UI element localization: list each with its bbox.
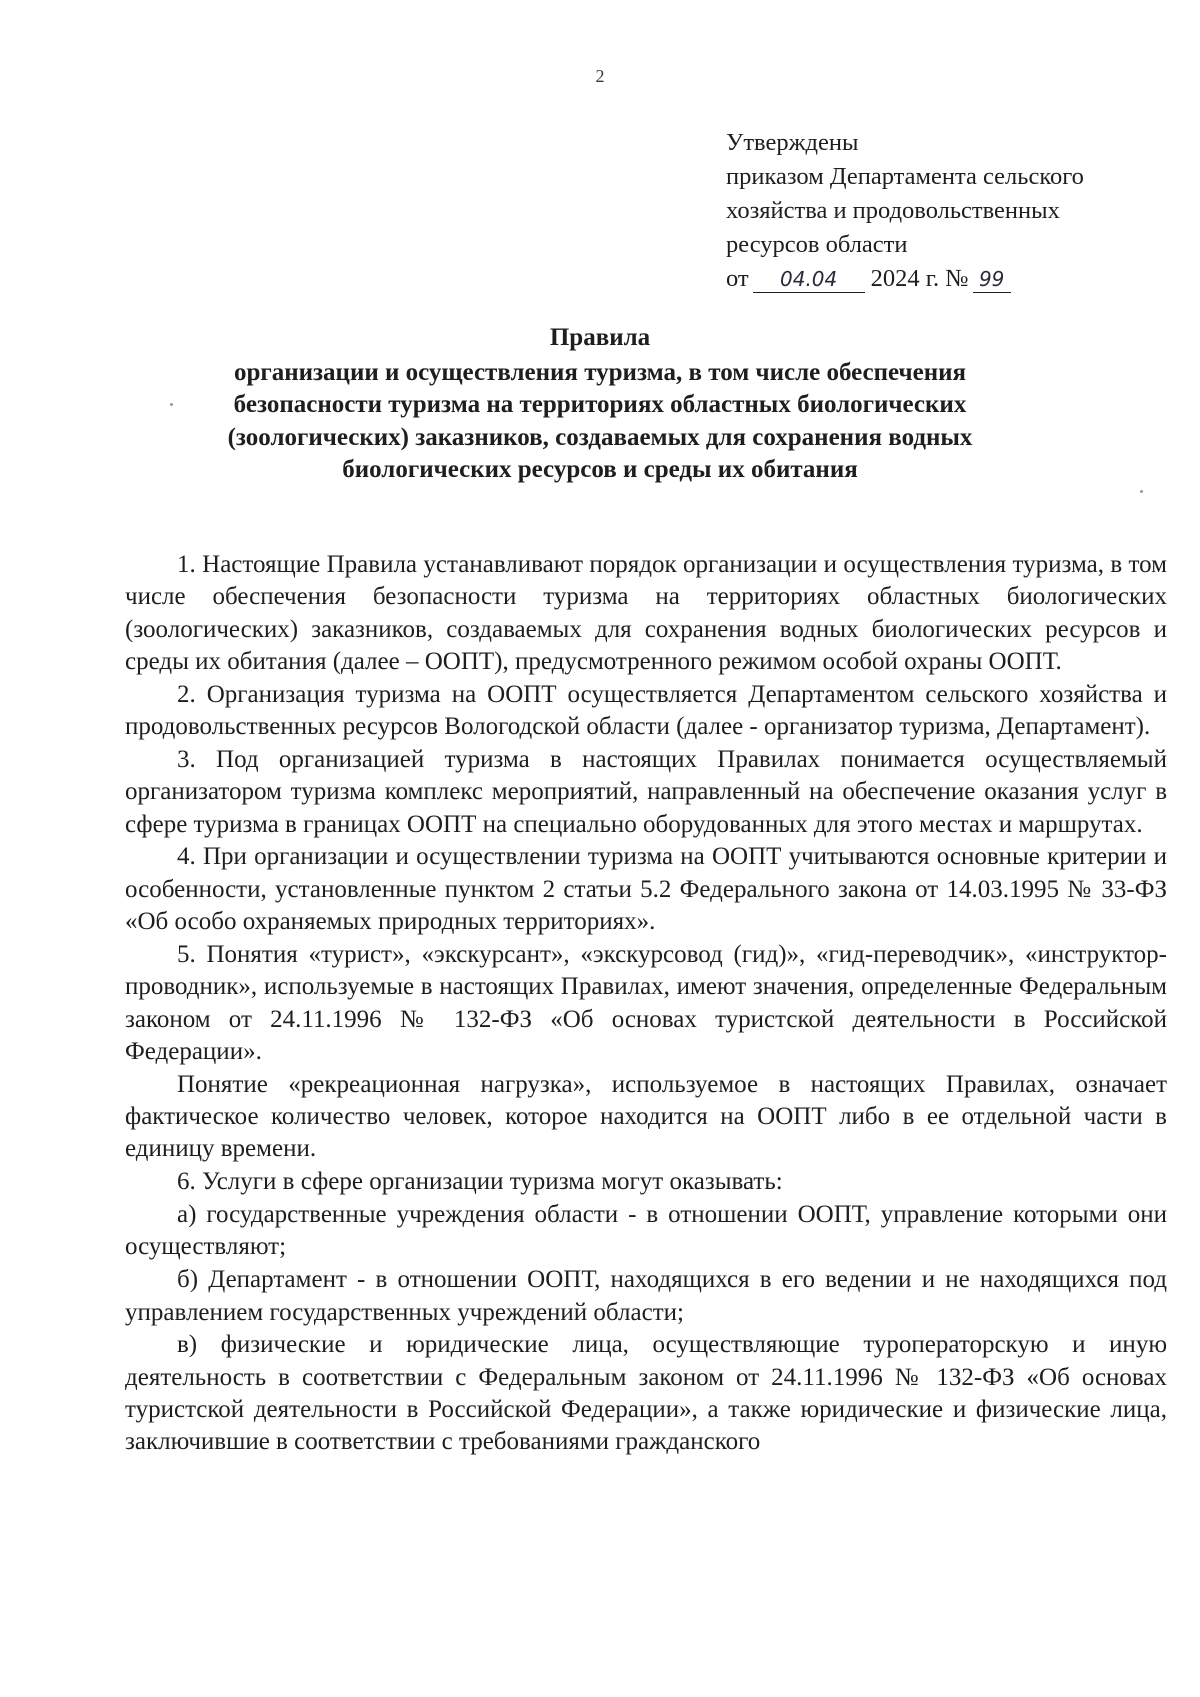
- paragraph: 5. Понятия «турист», «экскурсант», «экскурсовод (гид)», «гид-переводчик», «инструктор-проводник», используемые в настоящих Правилах, имеют значения, определенные Федеральным законом от 24.11.1996 № 132-ФЗ «Об основах туристской деятельности в Российской Федерации».: [125, 940, 1167, 1065]
- paragraph: 4. При организации и осуществлении туризма на ООПТ учитываются основные критерии и особенности, установленные пунктом 2 статьи 5.2 Федерального закона от 14.03.1995 № 33-ФЗ «Об особо охраняемых природных территориях».: [125, 843, 1167, 936]
- scan-speck: [1140, 490, 1143, 493]
- approval-line: хозяйства и продовольственных: [726, 197, 1060, 224]
- approval-block: [726, 126, 1166, 296]
- title-line: (зоологических) заказников, создаваемых для сохранения водных: [227, 423, 973, 451]
- title-heading: Правила: [549, 324, 651, 351]
- paragraph: 3. Под организацией туризма в настоящих Правилах понимается осуществляемый организатором туризма комплекс мероприятий, направленный на обеспечение оказания услуг в сфере туризма в границах ООПТ на специально оборудованных для этого местах и маршрутах.: [125, 745, 1167, 838]
- paragraph: 2. Организация туризма на ООПТ осуществляется Департаментом сельского хозяйства и продовольственных ресурсов Вологодской области (далее - организатор туризма, Департамент).: [125, 680, 1167, 741]
- title-line: биологических ресурсов и среды их обитания: [342, 456, 858, 483]
- year-and-number-label: 2024 г. №: [870, 265, 969, 292]
- paragraph: 6. Услуги в сфере организации туризма могут оказывать:: [177, 1168, 783, 1196]
- document-body: [125, 549, 1167, 1459]
- paragraph: Понятие «рекреационная нагрузка», используемое в настоящих Правилах, означает фактическое количество человек, которое находится на ООПТ либо в ее отдельной части в единицу времени.: [125, 1070, 1167, 1163]
- scan-speck: [170, 403, 173, 406]
- title-line: безопасности туризма на территориях областных биологических: [233, 391, 967, 418]
- paragraph: а) государственные учреждения области - в отношении ООПТ, управление которыми они осуществляют;: [125, 1201, 1167, 1261]
- approval-line: ресурсов области: [726, 231, 908, 258]
- title-line: организации и осуществления туризма, в том числе обеспечения: [233, 358, 967, 386]
- approval-date-line: [726, 262, 1166, 296]
- paragraph: 1. Настоящие Правила устанавливают порядок организации и осуществления туризма, в том числе обеспечения безопасности туризма на территориях областных биологических (зоологических) заказников, создаваемых для сохранения водных биологических ресурсов и среды их обитания (далее – ООПТ), предусмотренного режимом особой охраны ООПТ.: [125, 551, 1167, 675]
- document-title: [160, 322, 1040, 487]
- handwritten-date: 04.04: [753, 266, 865, 293]
- date-prefix: от: [726, 265, 749, 292]
- approval-line: Утверждены: [726, 129, 859, 156]
- page-number: 2: [595, 66, 605, 86]
- paragraph: в) физические и юридические лица, осуществляющие туроператорскую и иную деятельность в соответствии с Федеральным законом от 24.11.1996 № 132-ФЗ «Об основах туристской деятельности в Российской Федерации», а также юридические и физические лица, заключившие в соответствии с требованиями гражданского: [125, 1331, 1167, 1456]
- paragraph: б) Департамент - в отношении ООПТ, находящихся в его ведении и не находящихся под управлением государственных учреждений области;: [125, 1266, 1167, 1326]
- handwritten-number: 99: [973, 266, 1011, 293]
- approval-line: приказом Департамента сельского: [726, 163, 1084, 190]
